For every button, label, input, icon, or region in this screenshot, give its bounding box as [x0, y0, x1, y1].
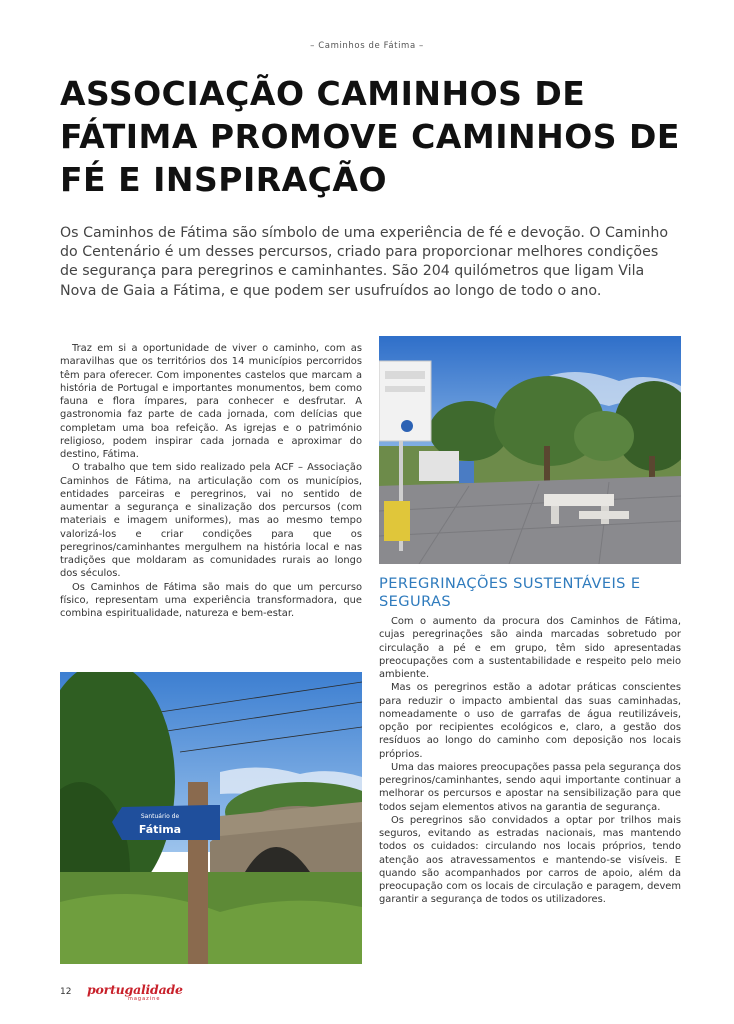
section-title: PEREGRINAÇÕES SUSTENTÁVEIS E SEGURAS	[379, 575, 641, 610]
paragraph: Uma das maiores preocupações passa pela segurança dos peregrinos/caminhantes, sendo aqui importante continuar a melhorar os percursos e apostar na sensibilização para que todos sejam elementos ativos na garantia de segurança.	[379, 761, 681, 813]
article-lead: Os Caminhos de Fátima são símbolo de uma experiência de fé e devoção. O Caminho do Centenário é um desses percursos, criado para proporcionar melhores condições de segurança para peregrinos e caminhantes. São 204 quilómetros que ligam Vila Nova de Gaia a Fátima, e que podem ser usufruídos ao longo de todo o ano.	[60, 225, 669, 299]
photo-bridge-sign	[60, 672, 362, 964]
magazine-logo-sub: magazine	[128, 996, 161, 1002]
paragraph: Mas os peregrinos estão a adotar práticas conscientes para reduzir o impacto ambiental das suas caminhadas, nomeadamente o uso de garrafas de água reutilizáveis, opção por recipientes ecológicos e, claro, a gestão dos resíduos ao longo do caminho com deposição nos locais próprios.	[379, 682, 681, 760]
paragraph: Traz em si a oportunidade de viver o caminho, com as maravilhas que os territórios dos 14 municípios percorridos têm para oferecer. Com imponentes castelos que marcam a história de Portugal e importantes monumentos, bem como fauna e flora ímpares, para conhecer e desfrutar. A gastronomia faz parte de cada jornada, com delícias que completam uma boa refeição. As igrejas e o património religioso, podem inspirar cada jornada e aproximar do destino, Fátima.	[60, 343, 362, 460]
paragraph: Os peregrinos são convidados a optar por trilhos mais seguros, evitando as estradas nacionais, mas mantendo todos os cuidados: circulando nos locais próprios, tendo atenção aos atravessamentos e mantendo-se visíveis. E quando são acompanhados por carros de apoio, além da preocupação com os locais de circulação e paragem, devem garantir a segurança de todos os utilizadores.	[379, 814, 681, 906]
photo-rest-area	[379, 336, 681, 564]
article-title: ASSOCIAÇÃO CAMINHOS DE FÁTIMA PROMOVE CAMINHOS DE FÉ E INSPIRAÇÃO	[60, 74, 680, 199]
sign-line-2: Fátima	[138, 823, 182, 836]
section-kicker: – Caminhos de Fátima –	[310, 41, 424, 51]
left-column	[60, 342, 362, 620]
magazine-logo: portugalidade	[87, 982, 183, 997]
page-number: 12	[60, 987, 72, 997]
paragraph: Os Caminhos de Fátima são mais do que um percurso físico, representam uma experiência transformadora, que combina espiritualidade, natureza e bem-estar.	[60, 581, 362, 619]
sign-line-1: Santuário de	[140, 813, 180, 820]
paragraph: Com o aumento da procura dos Caminhos de Fátima, cujas peregrinações são ainda marcadas sobretudo por circulação a pé e em grupo, têm sido apresentadas preocupações com a sustentabilidade e respeito pelo meio ambiente.	[379, 616, 681, 680]
paragraph: O trabalho que tem sido realizado pela ACF – Associação Caminhos de Fátima, na articulação com os municípios, entidades parceiras e peregrinos, vai no sentido de aumentar a segurança e sinalização dos percursos (com materiais e imagem uniformes), mas ao mesmo tempo valorizá-los e criar condições para que os peregrinos/caminhantes mergulhem na história local e nas tradições que moldaram as comunidades rurais ao longo dos séculos.	[60, 462, 362, 580]
right-column	[379, 615, 681, 907]
